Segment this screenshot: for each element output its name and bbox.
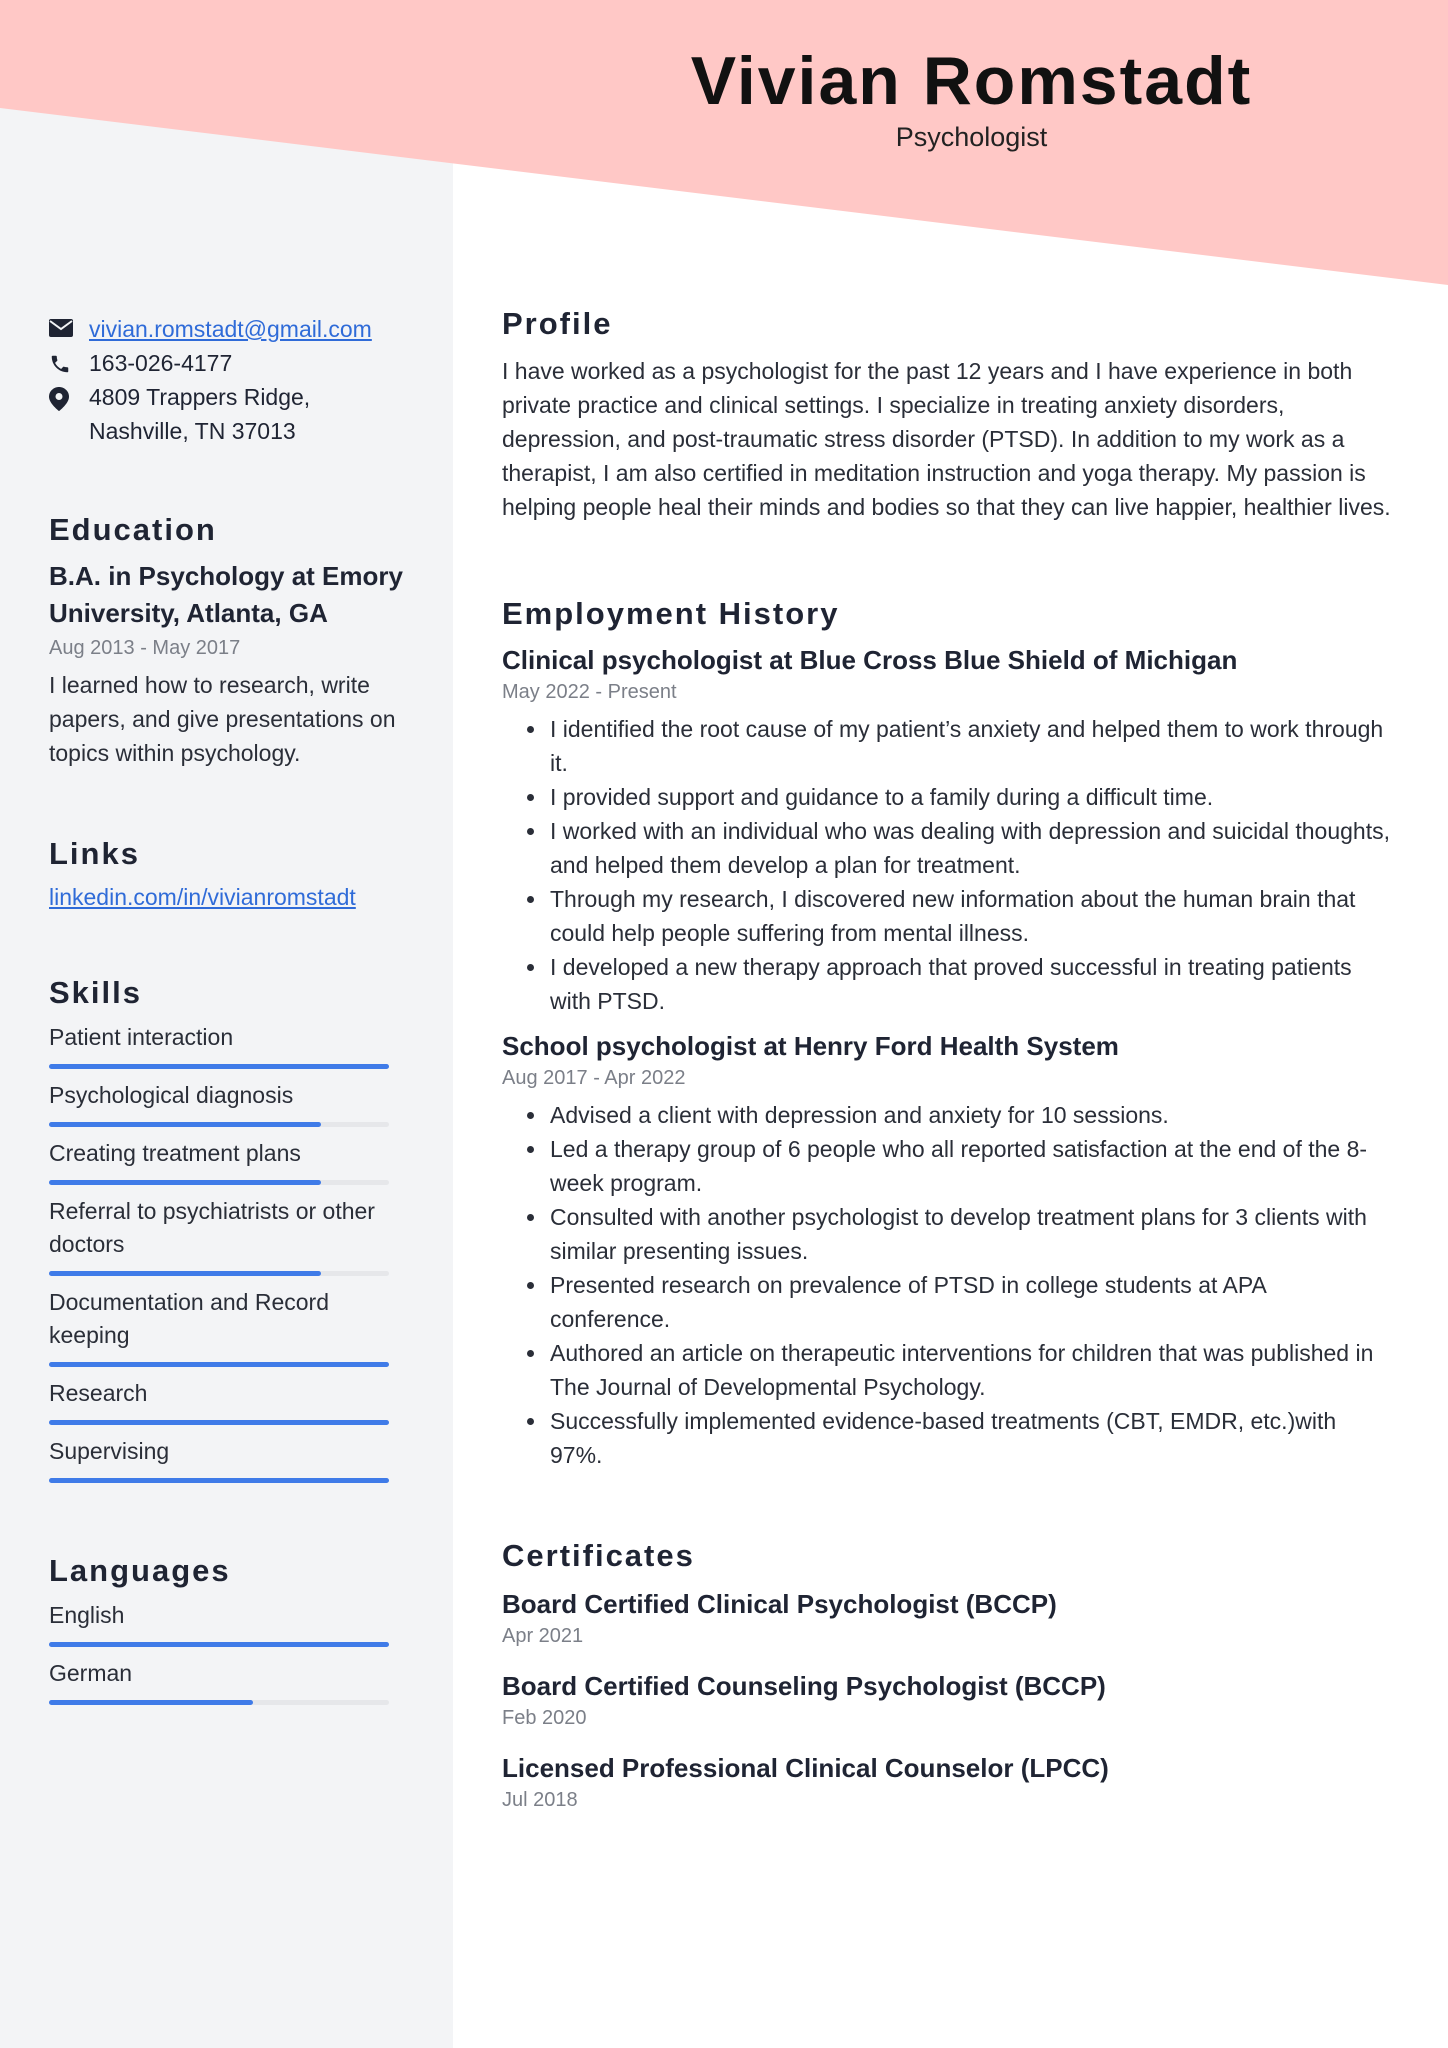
certificate-entry — [502, 1750, 1392, 1814]
job-bullet: • Authored an article on therapeutic interventions for children that was published in The Journal of Developmental Psychology. — [548, 1336, 1392, 1404]
skill-item — [49, 1021, 409, 1069]
address-line-2: Nashville, TN 37013 — [89, 418, 296, 444]
languages-heading: Languages — [49, 1553, 231, 1588]
skill-level-bar — [49, 1180, 389, 1185]
job-bullet: • Through my research, I discovered new information about the human brain that could help people suffering from mental illness. — [548, 882, 1392, 950]
sidebar — [49, 312, 409, 1705]
employment-heading: Employment History — [502, 596, 840, 631]
skill-item — [49, 1079, 409, 1127]
main-content — [502, 306, 1392, 1814]
job-bullet: • I developed a new therapy approach that proved successful in treating patients with PTSD. — [548, 950, 1392, 1018]
job-bullet: • I worked with an individual who was dealing with depression and suicidal thoughts, and helped them develop a plan for treatment. — [548, 814, 1392, 882]
job-bullets — [502, 1098, 1392, 1472]
skill-name: Referral to psychiatrists or other doctors — [49, 1198, 375, 1257]
candidate-name: Vivian Romstadt — [690, 43, 1253, 119]
contact-email-row — [49, 312, 409, 346]
job-dates: Aug 2017 - Apr 2022 — [502, 1067, 686, 1089]
phone-number: 163-026-4177 — [89, 350, 233, 376]
contact-block — [49, 312, 409, 448]
language-level-fill — [49, 1642, 389, 1647]
education-description: I learned how to research, write papers, and give presentations on topics within psychology. — [49, 672, 396, 766]
links-section — [49, 836, 409, 911]
job-bullet: • Advised a client with depression and anxiety for 10 sessions. — [548, 1098, 1392, 1132]
contact-address-row — [49, 380, 409, 448]
address-line-1: 4809 Trappers Ridge, — [89, 384, 311, 410]
links-heading: Links — [49, 836, 140, 871]
skill-level-fill — [49, 1478, 389, 1483]
skill-level-fill — [49, 1420, 389, 1425]
email-link[interactable]: vivian.romstadt@gmail.com — [89, 316, 372, 342]
skill-level-bar — [49, 1362, 389, 1367]
skill-name: Research — [49, 1380, 148, 1406]
job-title: School psychologist at Henry Ford Health System — [502, 1031, 1119, 1061]
job-entry — [502, 642, 1392, 1018]
education-dates: Aug 2013 - May 2017 — [49, 637, 241, 659]
job-bullet: • Led a therapy group of 6 people who all reported satisfaction at the end of the 8-week program. — [548, 1132, 1392, 1200]
skill-name: Documentation and Record keeping — [49, 1289, 329, 1348]
skill-item — [49, 1286, 409, 1367]
skill-item — [49, 1195, 409, 1276]
map-pin-icon — [49, 380, 89, 411]
language-name: English — [49, 1602, 125, 1628]
certificate-name: Board Certified Clinical Psychologist (BCCP) — [502, 1589, 1057, 1619]
skill-name: Creating treatment plans — [49, 1140, 301, 1166]
languages-list — [49, 1599, 409, 1705]
job-dates: May 2022 - Present — [502, 681, 677, 703]
skills-section — [49, 975, 409, 1483]
phone-icon — [49, 346, 89, 375]
skill-item — [49, 1377, 409, 1425]
certificate-date: Apr 2021 — [502, 1625, 584, 1647]
language-name: German — [49, 1660, 133, 1686]
job-bullet: • I provided support and guidance to a family during a difficult time. — [548, 780, 1392, 814]
skill-level-fill — [49, 1362, 389, 1367]
education-heading: Education — [49, 512, 217, 547]
job-entry — [502, 1028, 1392, 1472]
skill-level-bar — [49, 1064, 389, 1069]
job-title: Clinical psychologist at Blue Cross Blue Shield of Michigan — [502, 645, 1238, 675]
profile-text: I have worked as a psychologist for the past 12 years and I have experience in both private practice and clinical settings. I specialize in treating anxiety disorders, depression, and post-traumatic stress disorder (PTSD). In addition to my work as a therapist, I am also certified in meditation instruction and yoga therapy. My passion is helping people heal their minds and bodies so that they can live happier, healthier lives. — [502, 358, 1391, 520]
language-level-fill — [49, 1700, 253, 1705]
skill-item — [49, 1435, 409, 1483]
job-bullets — [502, 712, 1392, 1018]
skill-name: Patient interaction — [49, 1024, 234, 1050]
profile-heading: Profile — [502, 306, 613, 341]
skill-name: Supervising — [49, 1438, 170, 1464]
language-item — [49, 1657, 409, 1705]
envelope-icon — [49, 312, 89, 337]
skills-list — [49, 1021, 409, 1483]
candidate-title: Psychologist — [895, 122, 1048, 152]
job-bullet: • Successfully implemented evidence-based treatments (CBT, EMDR, etc.)with 97%. — [548, 1404, 1392, 1472]
jobs-list — [502, 642, 1392, 1472]
skill-level-fill — [49, 1271, 321, 1276]
job-bullet: • Presented research on prevalence of PTSD in college students at APA conference. — [548, 1268, 1392, 1336]
contact-phone-row — [49, 346, 409, 380]
skill-level-bar — [49, 1271, 389, 1276]
language-level-bar — [49, 1642, 389, 1647]
employment-section — [502, 596, 1392, 1472]
job-bullet: • Consulted with another psychologist to develop treatment plans for 3 clients with similar presenting issues. — [548, 1200, 1392, 1268]
profile-section — [502, 306, 1392, 524]
skill-name: Psychological diagnosis — [49, 1082, 294, 1108]
certificate-entry — [502, 1668, 1392, 1732]
skill-item — [49, 1137, 409, 1185]
certificate-name: Board Certified Counseling Psychologist (BCCP) — [502, 1671, 1106, 1701]
linkedin-link[interactable]: linkedin.com/in/vivianromstadt — [49, 884, 356, 910]
certificate-date: Jul 2018 — [502, 1789, 578, 1811]
certificates-section — [502, 1538, 1392, 1814]
skills-heading: Skills — [49, 975, 142, 1010]
language-level-bar — [49, 1700, 389, 1705]
skill-level-bar — [49, 1420, 389, 1425]
certificates-list — [502, 1586, 1392, 1814]
education-section — [49, 512, 409, 770]
address — [89, 380, 310, 448]
skill-level-fill — [49, 1122, 321, 1127]
education-degree: B.A. in Psychology at Emory University, Atlanta, GA — [49, 561, 403, 628]
certificate-name: Licensed Professional Clinical Counselor (LPCC) — [502, 1753, 1109, 1783]
skill-level-bar — [49, 1122, 389, 1127]
skill-level-fill — [49, 1064, 389, 1069]
language-item — [49, 1599, 409, 1647]
languages-section — [49, 1553, 409, 1705]
skill-level-fill — [49, 1180, 321, 1185]
certificate-entry — [502, 1586, 1392, 1650]
skill-level-bar — [49, 1478, 389, 1483]
certificate-date: Feb 2020 — [502, 1707, 587, 1729]
certificates-heading: Certificates — [502, 1538, 695, 1573]
job-bullet: • I identified the root cause of my patient’s anxiety and helped them to work through it. — [548, 712, 1392, 780]
